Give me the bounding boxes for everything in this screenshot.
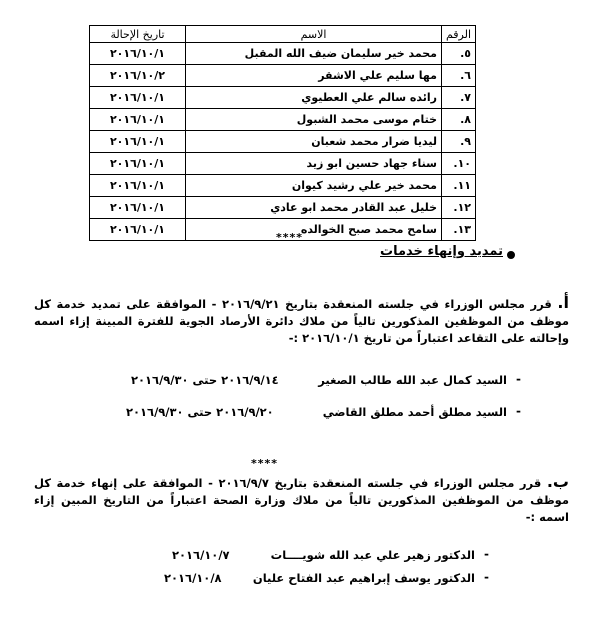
paragraph-a bbox=[34, 294, 569, 347]
row-date: ٢٠١٦/١٠/١ bbox=[90, 197, 186, 219]
row-name: خليل عبد القادر محمد ابو عادي bbox=[186, 197, 442, 219]
table-row bbox=[90, 175, 476, 197]
section-heading: تمديد وإنهاء خدمات bbox=[380, 244, 503, 259]
row-date: ٢٠١٦/١٠/١ bbox=[90, 109, 186, 131]
row-name: محمد خير علي رشيد كيوان bbox=[186, 175, 442, 197]
list-dash: - bbox=[516, 404, 521, 418]
end-date: ٢٠١٦/١٠/٧ bbox=[172, 548, 230, 562]
row-date: ٢٠١٦/١٠/١ bbox=[90, 153, 186, 175]
row-date: ٢٠١٦/١٠/١ bbox=[90, 219, 186, 241]
paragraph-b bbox=[34, 473, 569, 526]
table-row bbox=[90, 153, 476, 175]
header-referral-date: تاريخ الإحالة bbox=[90, 26, 186, 43]
row-name: ختام موسى محمد الشبول bbox=[186, 109, 442, 131]
list-dash: - bbox=[484, 570, 489, 584]
row-name: سامح محمد صبح الخوالده bbox=[186, 219, 442, 241]
row-number: ٨. bbox=[442, 109, 476, 131]
row-name: محمد خير سليمان ضيف الله المقبل bbox=[186, 43, 442, 65]
separator-stars: **** bbox=[276, 231, 304, 244]
paragraph-marker: أ. bbox=[557, 293, 569, 312]
row-number: ٦. bbox=[442, 65, 476, 87]
person-name: السيد مطلق أحمد مطلق القاضي bbox=[322, 405, 507, 419]
row-name: مها سليم علي الاشقر bbox=[186, 65, 442, 87]
table-row bbox=[90, 109, 476, 131]
table-row bbox=[90, 65, 476, 87]
header-name: الاسم bbox=[186, 26, 442, 43]
paragraph-text: قرر مجلس الوزراء في جلسته المنعقدة بتاريخ ٢٠١٦/٩/٧ - الموافقة على إنهاء خدمة كل موظف من الموظفين المذكورين تالياً من ملاك وزارة الصحة اعتباراً من التاريخ المبين إزاء اسمه :- bbox=[34, 476, 569, 524]
service-period: ٢٠١٦/٩/٢٠ حتى ٢٠١٦/٩/٣٠ bbox=[126, 405, 274, 419]
names-table bbox=[89, 25, 476, 241]
table-row bbox=[90, 87, 476, 109]
person-name: الدكتور زهير علي عبد الله شويــــات bbox=[270, 548, 475, 562]
row-number: ١١. bbox=[442, 175, 476, 197]
row-date: ٢٠١٦/١٠/١ bbox=[90, 43, 186, 65]
row-date: ٢٠١٦/١٠/٢ bbox=[90, 65, 186, 87]
row-date: ٢٠١٦/١٠/١ bbox=[90, 87, 186, 109]
person-name: السيد كمال عبد الله طالب الصغير bbox=[318, 373, 507, 387]
row-name: رائده سالم علي العطيوي bbox=[186, 87, 442, 109]
table-row bbox=[90, 43, 476, 65]
row-number: ٩. bbox=[442, 131, 476, 153]
row-name: سناء جهاد حسين ابو زيد bbox=[186, 153, 442, 175]
table-row bbox=[90, 197, 476, 219]
row-number: ٧. bbox=[442, 87, 476, 109]
row-number: ١٠. bbox=[442, 153, 476, 175]
table-header-row bbox=[90, 26, 476, 43]
list-dash: - bbox=[516, 372, 521, 386]
person-name: الدكتور يوسف إبراهيم عبد الفتاح عليان bbox=[252, 571, 475, 585]
table-row bbox=[90, 131, 476, 153]
paragraph-marker: ب. bbox=[546, 472, 569, 491]
separator-stars: **** bbox=[251, 457, 279, 470]
row-number: ١٢. bbox=[442, 197, 476, 219]
end-date: ٢٠١٦/١٠/٨ bbox=[164, 571, 222, 585]
header-number: الرقم bbox=[442, 26, 476, 43]
row-date: ٢٠١٦/١٠/١ bbox=[90, 131, 186, 153]
row-date: ٢٠١٦/١٠/١ bbox=[90, 175, 186, 197]
row-number: ١٣. bbox=[442, 219, 476, 241]
service-period: ٢٠١٦/٩/١٤ حتى ٢٠١٦/٩/٣٠ bbox=[131, 373, 279, 387]
bullet-dot bbox=[507, 251, 515, 259]
list-dash: - bbox=[484, 547, 489, 561]
paragraph-text: قرر مجلس الوزراء في جلسته المنعقدة بتاريخ ٢٠١٦/٩/٢١ - الموافقة على تمديد خدمة كل موظف من الموظفين المذكورين تالياً من ملاك دائرة الأرصاد الجوية للفترة المبينة إزاء اسمه وإحالته على التقاعد اعتباراً من تاريخ ٢٠١٦/١٠/١ :- bbox=[34, 297, 569, 345]
row-number: ٥. bbox=[442, 43, 476, 65]
row-name: ليديا ضرار محمد شعبان bbox=[186, 131, 442, 153]
